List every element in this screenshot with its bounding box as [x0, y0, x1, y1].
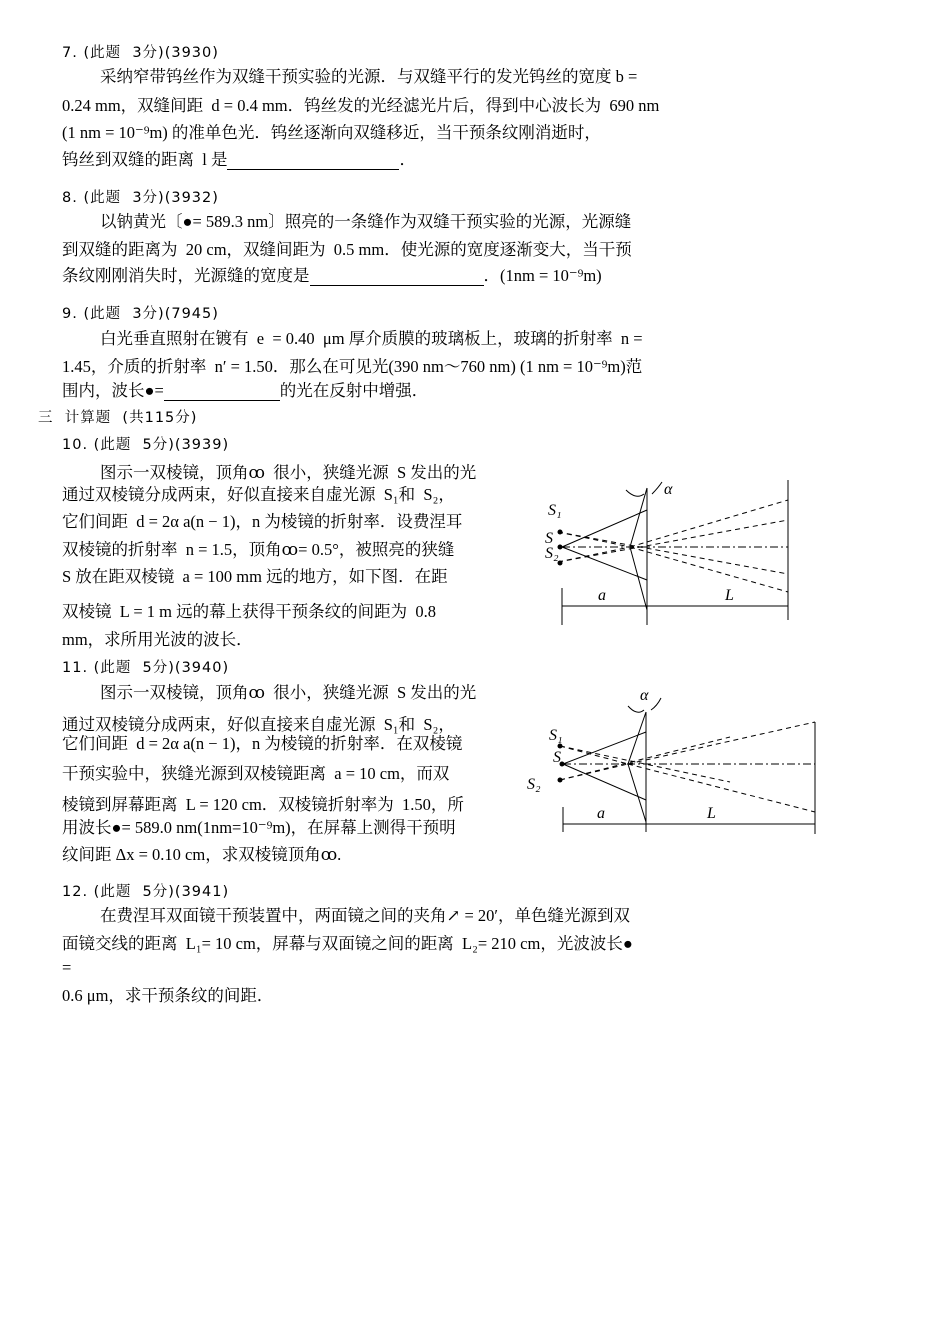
- q8-line3-text: 条纹刚刚消失时，光源缝的宽度是: [62, 266, 310, 285]
- q7-line2: 0.24 mm，双缝间距 d = 0.4 mm．钨丝发的光经滤光片后，得到中心波长为 690 nm: [62, 96, 660, 115]
- q11-alpha-label: α: [640, 687, 649, 704]
- q11-s1-dot: [558, 744, 563, 749]
- q12-header: 12. (此题 5分)(3941): [62, 884, 230, 900]
- q11-L-label: L: [707, 805, 716, 822]
- q12-line4: 0.6 μm，求干预条纹的间距．: [62, 986, 274, 1005]
- q10-line3: 它们间距 d = 2α a(n − 1)，n 为棱镜的折射率．设费涅耳: [62, 512, 463, 531]
- q9-line3-end: 的光在反射中增强．: [279, 381, 429, 400]
- q10-s1-dot: [558, 530, 563, 535]
- q7-line1: 采纳窄带钨丝作为双缝干预实验的光源．与双缝平行的发光钨丝的宽度 b =: [100, 67, 638, 86]
- q10-ray6: [558, 520, 788, 562]
- q9-header: 9. (此题 3分)(7945): [62, 306, 219, 322]
- section-title: 三 计算题 (共115分): [38, 410, 198, 426]
- q11-ray4: [628, 764, 815, 812]
- q7-line4: [62, 150, 416, 170]
- q9-line2: 1.45，介质的折射率 n′ = 1.50．那么在可见光(390 nm～760 nm) (1 nm = 10⁻⁹m)范: [62, 357, 643, 376]
- q7-line3: (1 nm = 10⁻⁹m) 的准单色光．钨丝逐渐向双缝移近，当干预条纹刚消逝时，: [62, 123, 601, 142]
- q11-line1: 图示一双棱镜，顶角ꝏ 很小，狭缝光源 S 发出的光: [100, 683, 477, 702]
- q11-header: 11. (此题 5分)(3940): [62, 660, 230, 676]
- q8-line2: 到双缝的距离为 20 cm，双缝间距为 0.5 mm．使光源的宽度逐渐变大，当干预: [62, 240, 632, 259]
- q7-answer-blank[interactable]: [227, 153, 399, 170]
- q7-header: 7. (此题 3分)(3930): [62, 45, 219, 61]
- q11-alpha-arc: [628, 706, 644, 712]
- q9-line1: 白光垂直照射在镀有 e = 0.40 μm 厚介质膜的玻璃板上，玻璃的折射率 n =: [100, 329, 643, 348]
- q10-L-label: L: [725, 587, 734, 604]
- q10-ray3: [630, 500, 788, 547]
- q11-a-label: a: [597, 805, 605, 822]
- q12-line2: 面镜交线的距离 L₁= 10 cm，屏幕与双面镜之间的距离 L₂= 210 cm，光波波长●: [62, 934, 633, 953]
- q11-s2-label: S₂: [527, 776, 541, 793]
- q11-ray3: [628, 722, 815, 764]
- q11-line7: 纹间距 Δx = 0.10 cm，求双棱镜顶角ꝏ.: [62, 845, 342, 864]
- q10-line6: 双棱镜 L = 1 m 远的幕上获得干预条纹的间距为 0.8: [62, 602, 436, 621]
- q7-line4-end: ．: [399, 150, 416, 169]
- q10-line7: mm，求所用光波的波长．: [62, 630, 253, 649]
- q7-line4-text: 钨丝到双缝的距离 l 是: [62, 150, 228, 169]
- q10-line1: 图示一双棱镜，顶角ꝏ 很小，狭缝光源 S 发出的光: [100, 463, 477, 482]
- q10-a-label: a: [598, 587, 606, 604]
- q11-alpha-arc2: [651, 698, 661, 710]
- q11-line4: 干预实验中，狭缝光源到双棱镜距离 a = 10 cm，而双: [62, 764, 450, 783]
- q11-s1-label: S₁: [549, 727, 563, 744]
- q9-answer-blank[interactable]: [164, 384, 280, 401]
- q10-prism-upper-face: [630, 488, 647, 547]
- q8-line3-end: ．(1nm = 10⁻⁹m): [483, 266, 602, 285]
- q11-line6: 用波长●= 589.0 nm(1nm=10⁻⁹m)，在屏幕上测得干预明: [62, 818, 456, 837]
- q10-line5: S 放在距双棱镜 a = 100 mm 远的地方，如下图．在距: [62, 567, 448, 586]
- q8-line1: 以钠黄光〔●= 589.3 nm〕照亮的一条缝作为双缝干预实验的光源，光源缝: [100, 212, 632, 231]
- q8-header: 8. (此题 3分)(3932): [62, 190, 219, 206]
- q11-s-label: S: [553, 749, 561, 766]
- q10-alpha-label: α: [664, 481, 673, 498]
- q10-ray5: [558, 532, 788, 574]
- q11-line2: 通过双棱镜分成两束，好似直接来自虚光源 S₁和 S₂，: [62, 715, 455, 734]
- q10-s1-label: S₁: [548, 502, 562, 519]
- q8-answer-blank[interactable]: [310, 269, 484, 286]
- q10-line4: 双棱镜的折射率 n = 1.5，顶角ꝏ= 0.5°，被照亮的狭缝: [62, 540, 455, 559]
- q10-line2: 通过双棱镜分成两束，好似直接来自虚光源 S₁和 S₂，: [62, 485, 455, 504]
- q11-s2-dot: [558, 778, 563, 783]
- q11-line5: 棱镜到屏幕距离 L = 120 cm．双棱镜折射率为 1.50，所: [62, 795, 464, 814]
- q12-line3: =: [62, 958, 72, 977]
- q10-header: 10. (此题 5分)(3939): [62, 437, 230, 453]
- q9-line3-text: 围内，波长●=: [62, 381, 164, 400]
- q10-alpha-arc2: [652, 482, 662, 494]
- q9-line3: [62, 381, 428, 401]
- q10-biprism-figure: [540, 470, 800, 630]
- q11-line3: 它们间距 d = 2α a(n − 1)，n 为棱镜的折射率．在双棱镜: [62, 734, 463, 753]
- q12-line1: 在费涅耳双面镜干预装置中，两面镜之间的夹角↗ = 20′，单色缝光源到双: [100, 906, 630, 925]
- q10-alpha-arc: [626, 490, 644, 496]
- q10-s-label: S: [545, 530, 553, 547]
- q11-biprism-figure: [525, 682, 825, 842]
- q10-s2-label: S₂: [545, 545, 559, 562]
- q8-line3: [62, 266, 602, 286]
